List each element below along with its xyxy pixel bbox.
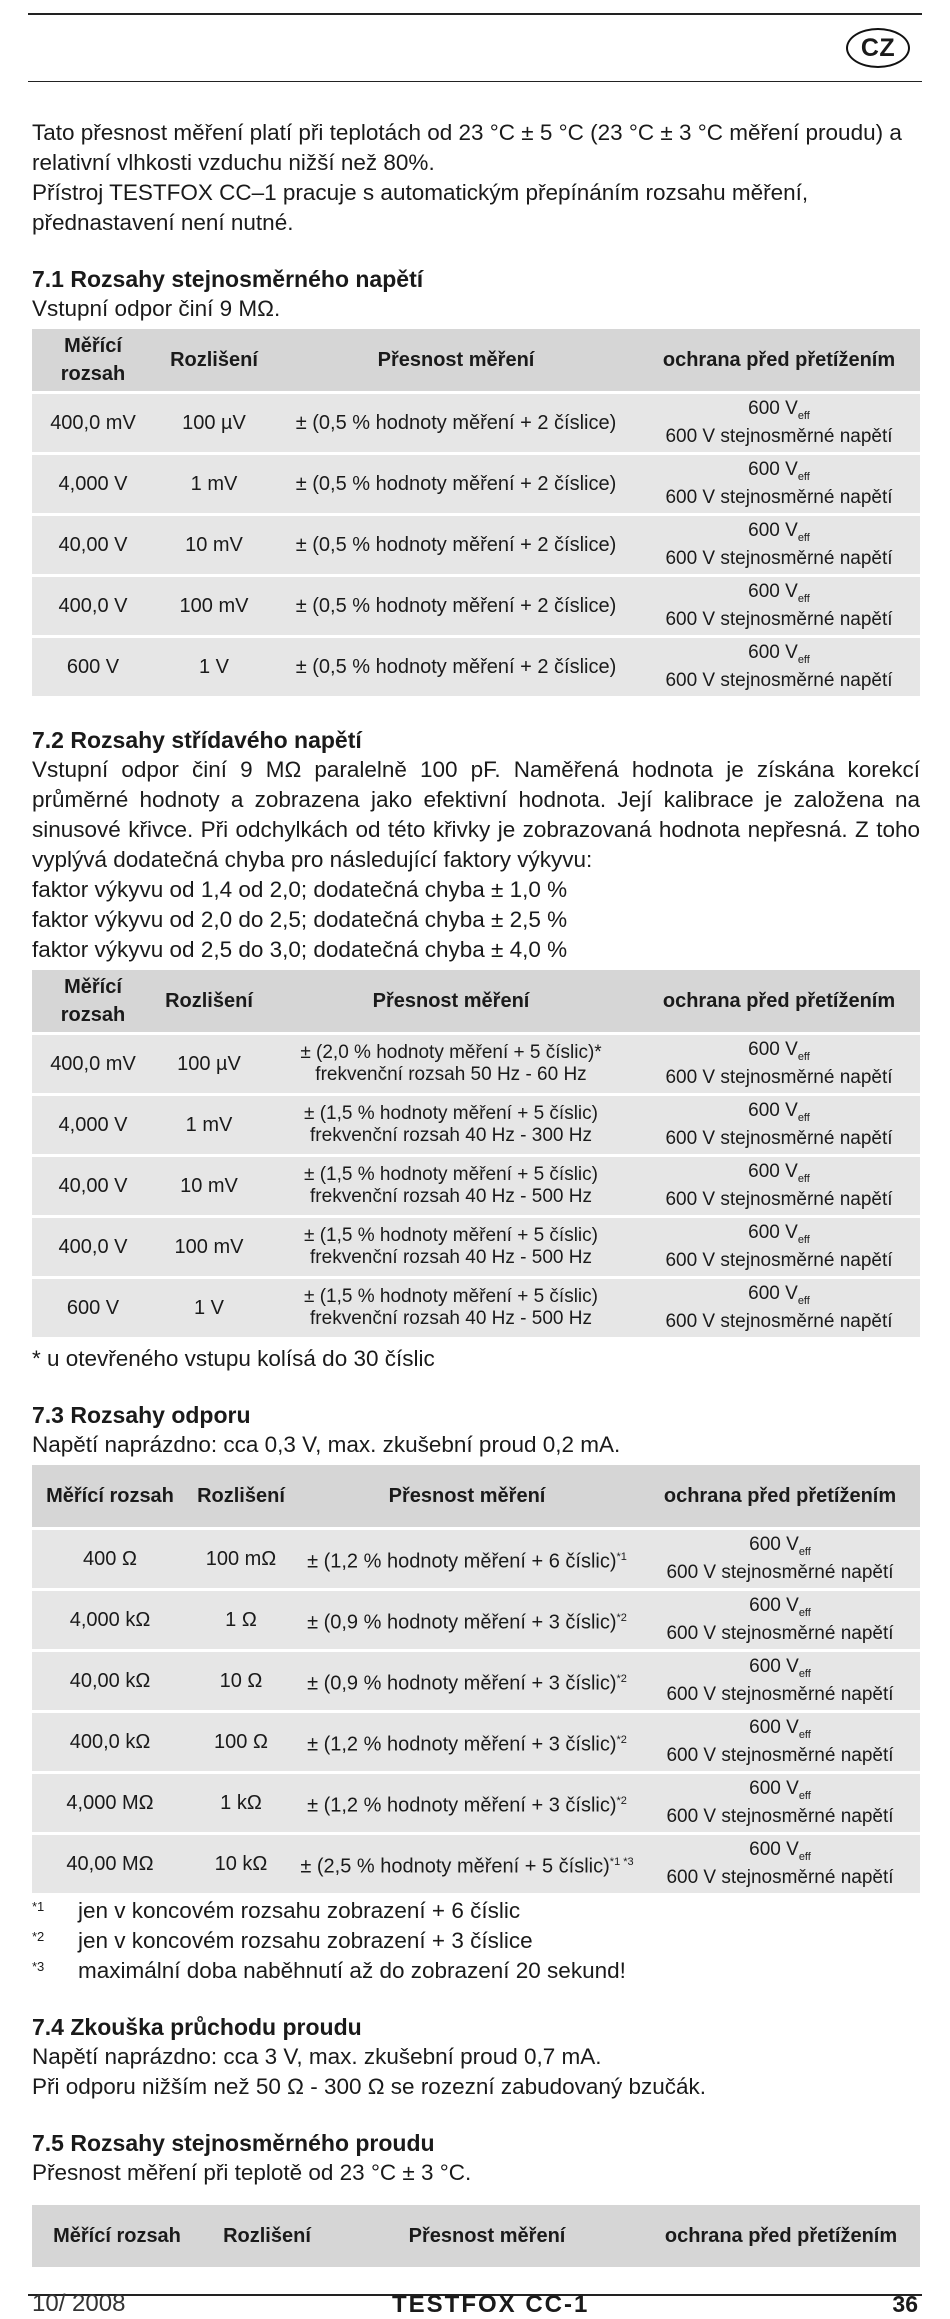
protection-sub: eff	[797, 470, 810, 483]
protection-sub: eff	[797, 1111, 810, 1124]
header-accuracy: Přesnost měření	[332, 2205, 642, 2267]
protection-line-1: 600 V	[748, 1282, 798, 1304]
protection-line-1: 600 V	[749, 1533, 799, 1555]
protection-sub: eff	[798, 1667, 811, 1680]
section-7-2-body: Vstupní odpor činí 9 MΩ paralelně 100 pF. Naměřená hodnota je získána korekcí průměrné hodnoty a zobrazena jako efektivní hodnota. Její kalibrace je založena na sinusové křivce. Při odchylkách od této křivky je zobrazovaná hodnota nepřesná. Z toho vyplývá dodatečná chyba pro následující faktory výkyvu:	[32, 757, 920, 872]
cell-protection	[640, 1774, 920, 1832]
accuracy-line-2: frekvenční rozsah 40 Hz - 500 Hz	[310, 1186, 592, 1207]
header-range: Měřící rozsah	[32, 1465, 188, 1527]
protection-sub: eff	[797, 409, 810, 422]
cell-range: 400 Ω	[32, 1530, 188, 1588]
cell-protection	[638, 1279, 920, 1337]
cell-accuracy: ± (0,5 % hodnoty měření + 2 číslice)	[274, 638, 638, 696]
cell-protection	[640, 1530, 920, 1588]
cell-protection	[640, 1713, 920, 1771]
protection-sub: eff	[798, 1850, 811, 1863]
cell-range: 600 V	[32, 638, 154, 696]
accuracy-line-1: ± (1,5 % hodnoty měření + 5 číslic)	[304, 1103, 598, 1124]
footnote-mark: *2	[32, 1929, 45, 1944]
cell-protection	[638, 455, 920, 513]
cell-resolution: 10 mV	[154, 1157, 264, 1215]
cell-accuracy	[264, 1218, 638, 1276]
section-7-3-title: 7.3 Rozsahy odporu	[32, 1402, 251, 1428]
section-7-1	[32, 264, 920, 699]
cell-range: 400,0 kΩ	[32, 1713, 188, 1771]
crest-factor-line: faktor výkyvu od 2,5 do 3,0; dodatečná chyba ± 4,0 %	[32, 937, 568, 962]
table-row	[32, 1279, 920, 1337]
accuracy-text: ± (0,9 % hodnoty měření + 3 číslic)	[307, 1611, 617, 1634]
footnote	[32, 1896, 920, 1926]
protection-sub: eff	[798, 1728, 811, 1741]
header-range: Měřící rozsah	[32, 329, 154, 391]
table-header-row	[32, 970, 920, 1032]
protection-line-2: 600 V stejnosměrné napětí	[666, 1867, 894, 1889]
top-rule	[28, 13, 922, 15]
resistance-table	[32, 1462, 920, 1896]
accuracy-text: ± (1,2 % hodnoty měření + 6 číslic)	[307, 1550, 617, 1573]
page-footer	[28, 2292, 922, 2318]
table-row	[32, 1218, 920, 1276]
table-row	[32, 1774, 920, 1832]
cell-protection	[638, 394, 920, 452]
header-accuracy: Přesnost měření	[264, 970, 638, 1032]
protection-line-1: 600 V	[748, 397, 798, 419]
dc-current-table	[32, 2202, 920, 2270]
crest-factor-line: faktor výkyvu od 1,4 od 2,0; dodatečná chyba ± 1,0 %	[32, 877, 568, 902]
protection-sub: eff	[798, 1789, 811, 1802]
section-7-1-subtitle: Vstupní odpor činí 9 MΩ.	[32, 296, 281, 321]
protection-sub: eff	[797, 1294, 810, 1307]
accuracy-line-2: frekvenční rozsah 40 Hz - 500 Hz	[310, 1308, 592, 1329]
header-resolution: Rozlišení	[188, 1465, 294, 1527]
protection-line-2: 600 V stejnosměrné napětí	[665, 487, 893, 509]
cell-resolution: 1 kΩ	[188, 1774, 294, 1832]
footnote-mark: *1	[32, 1899, 45, 1914]
accuracy-line-2: frekvenční rozsah 40 Hz - 300 Hz	[310, 1125, 592, 1146]
table-row	[32, 394, 920, 452]
table-row	[32, 1035, 920, 1093]
protection-line-1: 600 V	[748, 458, 798, 480]
intro-paragraph-2: Přístroj TESTFOX CC–1 pracuje s automatickým přepínáním rozsahu měření, přednastavení není nutné.	[32, 180, 809, 235]
header-accuracy: Přesnost měření	[294, 1465, 640, 1527]
protection-line-2: 600 V stejnosměrné napětí	[665, 548, 893, 570]
protection-sub: eff	[797, 592, 810, 605]
protection-sub: eff	[798, 1545, 811, 1558]
cell-accuracy: ± (0,5 % hodnoty měření + 2 číslice)	[274, 394, 638, 452]
protection-sub: eff	[798, 1606, 811, 1619]
cell-resolution: 100 mV	[154, 1218, 264, 1276]
cell-accuracy	[264, 1279, 638, 1337]
section-7-2-note: * u otevřeného vstupu kolísá do 30 číslic	[32, 1346, 435, 1371]
cell-accuracy	[294, 1835, 640, 1893]
section-7-2	[32, 725, 920, 1374]
footnote-mark: *2	[616, 1672, 627, 1685]
accuracy-line-1: ± (1,5 % hodnoty měření + 5 číslic)	[304, 1225, 598, 1246]
header-range: Měřící rozsah	[32, 2205, 202, 2267]
header-resolution: Rozlišení	[154, 970, 264, 1032]
cell-resolution: 10 kΩ	[188, 1835, 294, 1893]
cell-resolution: 1 Ω	[188, 1591, 294, 1649]
cell-accuracy: ± (0,5 % hodnoty měření + 2 číslice)	[274, 577, 638, 635]
protection-sub: eff	[797, 1172, 810, 1185]
cell-resolution: 1 V	[154, 1279, 264, 1337]
protection-line-1: 600 V	[749, 1716, 799, 1738]
cell-resolution: 100 µV	[154, 1035, 264, 1093]
protection-line-2: 600 V stejnosměrné napětí	[666, 1623, 894, 1645]
protection-line-2: 600 V stejnosměrné napětí	[665, 426, 893, 448]
cell-accuracy	[264, 1157, 638, 1215]
table-row	[32, 1713, 920, 1771]
protection-sub: eff	[797, 1050, 810, 1063]
section-7-2-title: 7.2 Rozsahy střídavého napětí	[32, 727, 362, 753]
table-row	[32, 1591, 920, 1649]
table-header-row	[32, 2205, 920, 2267]
cell-protection	[638, 1096, 920, 1154]
cell-accuracy	[294, 1652, 640, 1710]
section-7-3-subtitle: Napětí naprázdno: cca 0,3 V, max. zkušební proud 0,2 mA.	[32, 1432, 621, 1457]
cell-resolution: 1 mV	[154, 1096, 264, 1154]
cell-accuracy	[294, 1530, 640, 1588]
footnote-mark: *1 *3	[609, 1855, 634, 1868]
table-header-row	[32, 1465, 920, 1527]
cell-range: 40,00 V	[32, 516, 154, 574]
accuracy-line-2: frekvenční rozsah 40 Hz - 500 Hz	[310, 1247, 592, 1268]
protection-line-1: 600 V	[748, 1160, 798, 1182]
cell-range: 4,000 V	[32, 1096, 154, 1154]
table-row	[32, 1835, 920, 1893]
header-protection: ochrana před přetížením	[642, 2205, 920, 2267]
cell-resolution: 10 Ω	[188, 1652, 294, 1710]
intro-paragraph-1: Tato přesnost měření platí při teplotách od 23 °C ± 5 °C (23 °C ± 3 °C měření proudu) a relativní vlhkosti vzduchu nižší než 80%.	[32, 120, 902, 175]
dc-voltage-table	[32, 326, 920, 699]
cell-protection	[640, 1591, 920, 1649]
accuracy-line-1: ± (1,5 % hodnoty měření + 5 číslic)	[304, 1286, 598, 1307]
cell-range: 4,000 MΩ	[32, 1774, 188, 1832]
footer-product: TESTFOX CC-1	[392, 2291, 590, 2318]
header-protection: ochrana před přetížením	[638, 970, 920, 1032]
accuracy-text: ± (2,5 % hodnoty měření + 5 číslic)	[300, 1855, 610, 1878]
cell-resolution: 100 Ω	[188, 1713, 294, 1771]
protection-line-1: 600 V	[749, 1838, 799, 1860]
cell-protection	[638, 1035, 920, 1093]
cell-protection	[640, 1835, 920, 1893]
cell-accuracy	[294, 1774, 640, 1832]
section-7-5-title: 7.5 Rozsahy stejnosměrného proudu	[32, 2130, 435, 2156]
cell-resolution: 1 mV	[154, 455, 274, 513]
header-protection: ochrana před přetížením	[638, 329, 920, 391]
protection-line-2: 600 V stejnosměrné napětí	[666, 1806, 894, 1828]
section-7-4	[32, 2012, 920, 2102]
table-row	[32, 1530, 920, 1588]
protection-sub: eff	[797, 653, 810, 666]
section-7-5-subtitle: Přesnost měření při teplotě od 23 °C ± 3 °C.	[32, 2160, 472, 2185]
table-row	[32, 516, 920, 574]
protection-line-2: 600 V stejnosměrné napětí	[666, 1562, 894, 1584]
cell-accuracy	[294, 1713, 640, 1771]
table-row	[32, 577, 920, 635]
section-7-5	[32, 2128, 920, 2270]
footnote-mark: *1	[616, 1550, 627, 1563]
cell-protection	[638, 577, 920, 635]
cell-range: 4,000 V	[32, 455, 154, 513]
table-row	[32, 1096, 920, 1154]
cell-range: 40,00 MΩ	[32, 1835, 188, 1893]
protection-line-1: 600 V	[748, 641, 798, 663]
cell-range: 4,000 kΩ	[32, 1591, 188, 1649]
protection-line-2: 600 V stejnosměrné napětí	[665, 1067, 893, 1089]
protection-line-2: 600 V stejnosměrné napětí	[665, 670, 893, 692]
cell-protection	[638, 638, 920, 696]
protection-line-1: 600 V	[748, 519, 798, 541]
crest-factor-line: faktor výkyvu od 2,0 do 2,5; dodatečná chyba ± 2,5 %	[32, 907, 568, 932]
protection-line-2: 600 V stejnosměrné napětí	[665, 1250, 893, 1272]
protection-line-1: 600 V	[749, 1655, 799, 1677]
section-7-3	[32, 1400, 920, 1986]
header-resolution: Rozlišení	[154, 329, 274, 391]
cell-range: 400,0 V	[32, 577, 154, 635]
cell-resolution: 100 mV	[154, 577, 274, 635]
protection-sub: eff	[797, 1233, 810, 1246]
page-content	[32, 118, 920, 2270]
footnote-mark: *2	[616, 1611, 627, 1624]
protection-line-1: 600 V	[748, 580, 798, 602]
page-number: 36	[892, 2291, 918, 2317]
footnote-text: jen v koncovém rozsahu zobrazení + 6 číslic	[78, 1898, 521, 1923]
table-row	[32, 1157, 920, 1215]
protection-line-1: 600 V	[749, 1594, 799, 1616]
cell-range: 400,0 mV	[32, 394, 154, 452]
section-7-1-title: 7.1 Rozsahy stejnosměrného napětí	[32, 266, 424, 292]
protection-line-2: 600 V stejnosměrné napětí	[665, 609, 893, 631]
cell-range: 600 V	[32, 1279, 154, 1337]
protection-line-2: 600 V stejnosměrné napětí	[666, 1745, 894, 1767]
footer-date: 10/ 2008	[32, 2290, 126, 2317]
table-header-row	[32, 329, 920, 391]
cell-protection	[640, 1652, 920, 1710]
protection-line-1: 600 V	[749, 1777, 799, 1799]
protection-line-2: 600 V stejnosměrné napětí	[666, 1684, 894, 1706]
cell-protection	[638, 1157, 920, 1215]
accuracy-line-1: ± (2,0 % hodnoty měření + 5 číslic)*	[300, 1042, 602, 1063]
footnote-text: jen v koncovém rozsahu zobrazení + 3 číslice	[78, 1928, 533, 1953]
cell-resolution: 1 V	[154, 638, 274, 696]
protection-line-2: 600 V stejnosměrné napětí	[665, 1311, 893, 1333]
cell-protection	[638, 516, 920, 574]
cell-accuracy	[264, 1096, 638, 1154]
header-range: Měřící rozsah	[32, 970, 154, 1032]
ac-voltage-table	[32, 967, 920, 1340]
cell-accuracy: ± (0,5 % hodnoty měření + 2 číslice)	[274, 455, 638, 513]
protection-line-2: 600 V stejnosměrné napětí	[665, 1128, 893, 1150]
header-rule	[28, 81, 922, 82]
language-badge	[846, 28, 910, 68]
footnote-mark: *3	[32, 1959, 45, 1974]
cell-range: 400,0 V	[32, 1218, 154, 1276]
protection-line-2: 600 V stejnosměrné napětí	[665, 1189, 893, 1211]
header-protection: ochrana před přetížením	[640, 1465, 920, 1527]
accuracy-text: ± (1,2 % hodnoty měření + 3 číslic)	[307, 1794, 617, 1817]
footnote	[32, 1956, 920, 1986]
language-badge-text: CZ	[860, 33, 896, 62]
table-row	[32, 1652, 920, 1710]
cell-range: 40,00 V	[32, 1157, 154, 1215]
accuracy-text: ± (1,2 % hodnoty měření + 3 číslic)	[307, 1733, 617, 1756]
protection-line-1: 600 V	[748, 1221, 798, 1243]
accuracy-line-1: ± (1,5 % hodnoty měření + 5 číslic)	[304, 1164, 598, 1185]
accuracy-line-2: frekvenční rozsah 50 Hz - 60 Hz	[315, 1064, 587, 1085]
cell-resolution: 100 mΩ	[188, 1530, 294, 1588]
cell-range: 40,00 kΩ	[32, 1652, 188, 1710]
section-7-4-line-2: Při odporu nižším než 50 Ω - 300 Ω se rozezní zabudovaný bzučák.	[32, 2074, 706, 2099]
footnote-mark: *2	[616, 1733, 627, 1746]
footnote-mark: *2	[616, 1794, 627, 1807]
cell-resolution: 100 µV	[154, 394, 274, 452]
cell-accuracy: ± (0,5 % hodnoty měření + 2 číslice)	[274, 516, 638, 574]
cell-accuracy	[294, 1591, 640, 1649]
cell-accuracy	[264, 1035, 638, 1093]
cell-range: 400,0 mV	[32, 1035, 154, 1093]
footnote-text: maximální doba naběhnutí až do zobrazení 20 sekund!	[78, 1958, 626, 1983]
header-accuracy: Přesnost měření	[274, 329, 638, 391]
protection-sub: eff	[797, 531, 810, 544]
table-row	[32, 638, 920, 696]
section-7-4-title: 7.4 Zkouška průchodu proudu	[32, 2014, 362, 2040]
table-row	[32, 455, 920, 513]
protection-line-1: 600 V	[748, 1038, 798, 1060]
cell-resolution: 10 mV	[154, 516, 274, 574]
header-resolution: Rozlišení	[202, 2205, 332, 2267]
footnote	[32, 1926, 920, 1956]
accuracy-text: ± (0,9 % hodnoty měření + 3 číslic)	[307, 1672, 617, 1695]
protection-line-1: 600 V	[748, 1099, 798, 1121]
section-7-4-line-1: Napětí naprázdno: cca 3 V, max. zkušební proud 0,7 mA.	[32, 2044, 602, 2069]
cell-protection	[638, 1218, 920, 1276]
